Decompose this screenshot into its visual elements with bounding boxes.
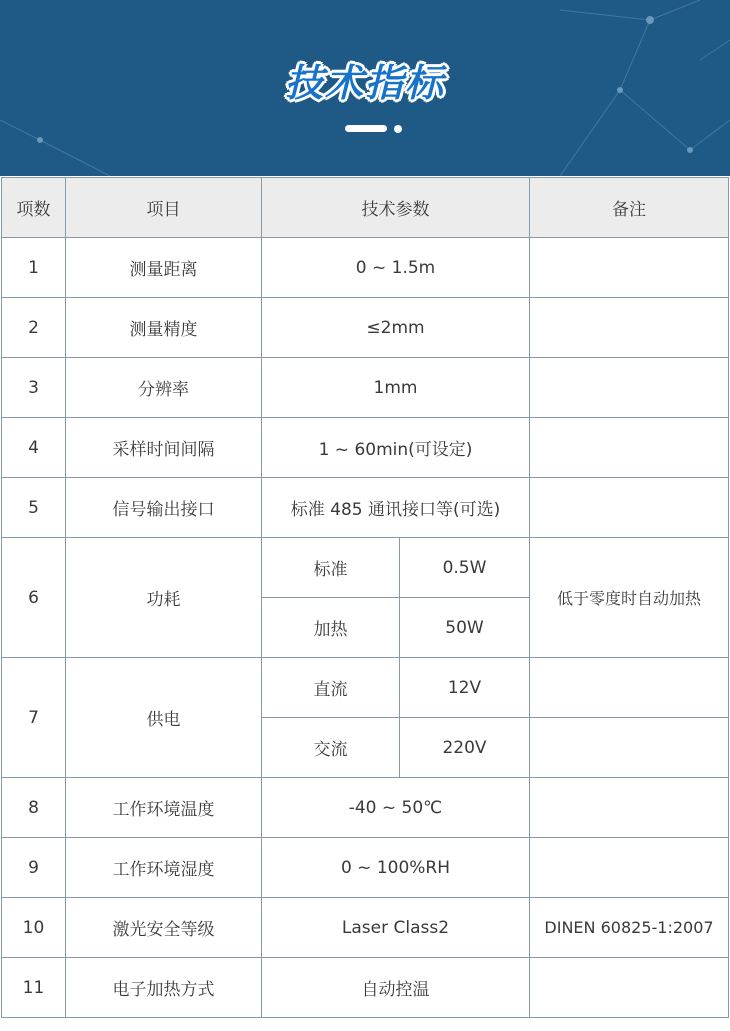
table-row [2,898,729,958]
row-note [530,238,729,298]
table-row [2,658,729,718]
table-row [2,358,729,418]
row-item: 工作环境湿度 [66,838,262,898]
row-item: 分辨率 [66,358,262,418]
row-item: 供电 [66,658,262,778]
row-item: 激光安全等级 [66,898,262,958]
row-param: 1 ~ 60min(可设定) [262,418,530,478]
row-no: 11 [2,958,66,1018]
sub-label: 加热 [262,598,400,658]
table-row [2,478,729,538]
row-note [530,478,729,538]
sub-label: 交流 [262,718,400,778]
row-note [530,838,729,898]
row-no: 10 [2,898,66,958]
header-no: 项数 [2,178,66,238]
sub-value: 0.5W [400,538,530,598]
row-item: 信号输出接口 [66,478,262,538]
header-item: 项目 [66,178,262,238]
table-row [2,778,729,838]
row-no: 5 [2,478,66,538]
row-no: 9 [2,838,66,898]
row-note [530,958,729,1018]
row-note [530,418,729,478]
title-underline-decoration [345,124,405,134]
table-row [2,538,729,598]
row-param: 自动控温 [262,958,530,1018]
row-param: -40 ~ 50℃ [262,778,530,838]
row-no: 2 [2,298,66,358]
row-no: 1 [2,238,66,298]
row-item: 采样时间间隔 [66,418,262,478]
row-item: 测量距离 [66,238,262,298]
row-param: 标准 485 通讯接口等(可选) [262,478,530,538]
page-title: 技术指标 [284,61,445,105]
sub-value: 220V [400,718,530,778]
table-row [2,838,729,898]
row-param: 0 ~ 1.5m [262,238,530,298]
row-item: 功耗 [66,538,262,658]
row-param: Laser Class2 [262,898,530,958]
row-no: 7 [2,658,66,778]
table-header-row [2,178,729,238]
table-row [2,958,729,1018]
table-row [2,238,729,298]
header-param: 技术参数 [262,178,530,238]
spec-table [1,177,729,1018]
row-no: 8 [2,778,66,838]
sub-value: 50W [400,598,530,658]
row-no: 4 [2,418,66,478]
table-row [2,298,729,358]
sub-value: 12V [400,658,530,718]
row-note [530,778,729,838]
header-note: 备注 [530,178,729,238]
sub-label: 标准 [262,538,400,598]
table-row [2,418,729,478]
sub-label: 直流 [262,658,400,718]
row-item: 测量精度 [66,298,262,358]
row-no: 3 [2,358,66,418]
row-note [530,718,729,778]
row-no: 6 [2,538,66,658]
row-note: 低于零度时自动加热 [530,538,729,658]
banner [0,0,730,176]
row-note [530,298,729,358]
row-note [530,358,729,418]
row-note [530,658,729,718]
row-note: DINEN 60825-1:2007 [530,898,729,958]
row-param: 1mm [262,358,530,418]
row-param: ≤2mm [262,298,530,358]
row-item: 工作环境温度 [66,778,262,838]
row-item: 电子加热方式 [66,958,262,1018]
row-param: 0 ~ 100%RH [262,838,530,898]
